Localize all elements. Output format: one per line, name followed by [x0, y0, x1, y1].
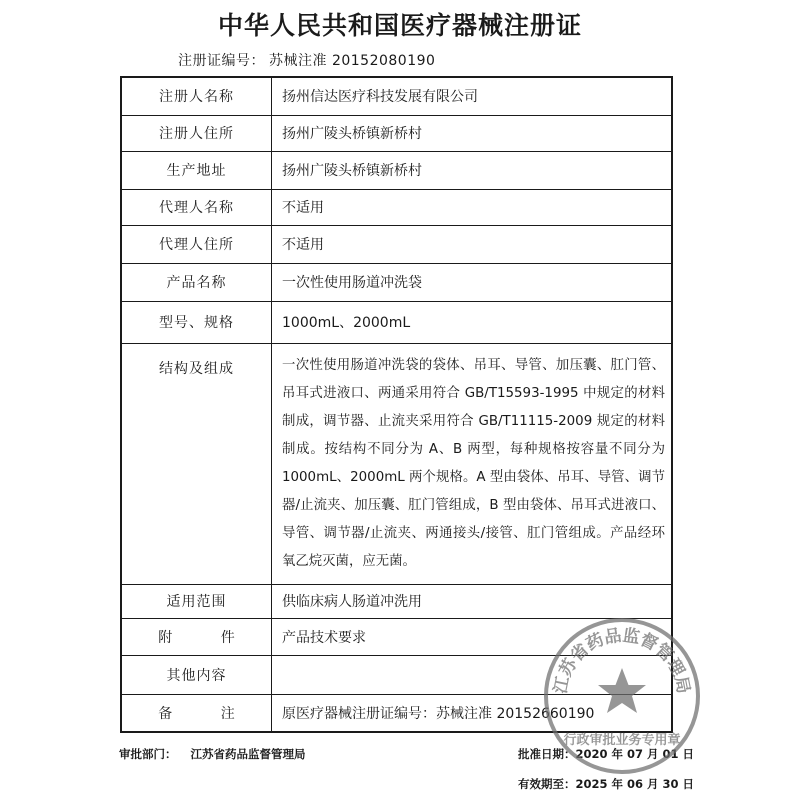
attachment-label: 附 件 — [121, 618, 272, 655]
seal-outer-text: 江苏省药品监督管理局 — [550, 625, 694, 696]
official-seal — [542, 616, 702, 776]
agent-name-label: 代理人名称 — [121, 189, 272, 225]
production-address-value: 扬州广陵头桥镇新桥村 — [272, 151, 673, 189]
table-row — [121, 343, 672, 584]
production-address-label: 生产地址 — [121, 151, 272, 189]
approval-department — [119, 746, 306, 762]
structure-label: 结构及组成 — [121, 343, 272, 584]
valid-until — [518, 776, 694, 792]
table-row — [121, 301, 672, 343]
registration-number-line — [178, 50, 435, 70]
registration-number-value: 苏械注准 20152080190 — [269, 53, 436, 69]
remarks-label: 备 注 — [121, 694, 272, 732]
structure-value: 一次性使用肠道冲洗袋的袋体、吊耳、导管、加压囊、肛门管、吊耳式进液口、两通采用符合 GB/T15593-1995 中规定的材料制成，调节器、止流夹采用符合 GB/T11115-2009 规定的材料制成。按结构不同分为 A、B 两型，每种规格按容量不同分为 1000mL、2000mL 两个规格。A 型由袋体、吊耳、导管、调节器/止流夹、加压囊、肛门管组成，B 型由袋体、吊耳式进液口、导管、调节器/止流夹、两通接头/接管、肛门管组成。产品经环氧乙烷灭菌，应无菌。 — [282, 357, 665, 569]
product-name-label: 产品名称 — [121, 263, 272, 301]
seal-inner-text: 行政审批业务专用章 — [563, 733, 681, 748]
scope-value: 供临床病人肠道冲洗用 — [272, 584, 673, 618]
attachment-value: 产品技术要求 — [272, 618, 673, 655]
agent-address-label: 代理人住所 — [121, 225, 272, 263]
registrant-name-value: 扬州信达医疗科技发展有限公司 — [272, 77, 673, 115]
table-row — [121, 584, 672, 618]
approval-department-value: 江苏省药品监督管理局 — [190, 747, 306, 761]
table-row — [121, 225, 672, 263]
scope-label: 适用范围 — [121, 584, 272, 618]
approval-department-label: 审批部门： — [119, 747, 177, 761]
certificate-title: 中华人民共和国医疗器械注册证 — [217, 11, 582, 40]
table-row — [121, 77, 672, 115]
remarks-value: 原医疗器械注册证编号：苏械注准 20152660190 — [272, 694, 673, 732]
registrant-name-label: 注册人名称 — [121, 77, 272, 115]
valid-until-label: 有效期至： — [518, 777, 576, 791]
registrant-address-value: 扬州广陵头桥镇新桥村 — [272, 115, 673, 151]
registrant-address-label: 注册人住所 — [121, 115, 272, 151]
star-icon — [598, 668, 646, 713]
agent-name-value: 不适用 — [272, 189, 673, 225]
valid-until-value: 2025 年 06 月 30 日 — [575, 777, 695, 791]
approval-date-value: 2020 年 07 月 01 日 — [575, 747, 695, 761]
approval-date-label: 批准日期： — [518, 747, 576, 761]
registration-number-label: 注册证编号： — [178, 53, 265, 69]
structure-cell — [272, 343, 673, 584]
other-content-label: 其他内容 — [121, 655, 272, 694]
model-spec-label: 型号、规格 — [121, 301, 272, 343]
model-spec-value: 1000mL、2000mL — [272, 301, 673, 343]
table-row — [121, 115, 672, 151]
agent-address-value: 不适用 — [272, 225, 673, 263]
table-row — [121, 263, 672, 301]
product-name-value: 一次性使用肠道冲洗袋 — [272, 263, 673, 301]
table-row — [121, 189, 672, 225]
table-row — [121, 151, 672, 189]
